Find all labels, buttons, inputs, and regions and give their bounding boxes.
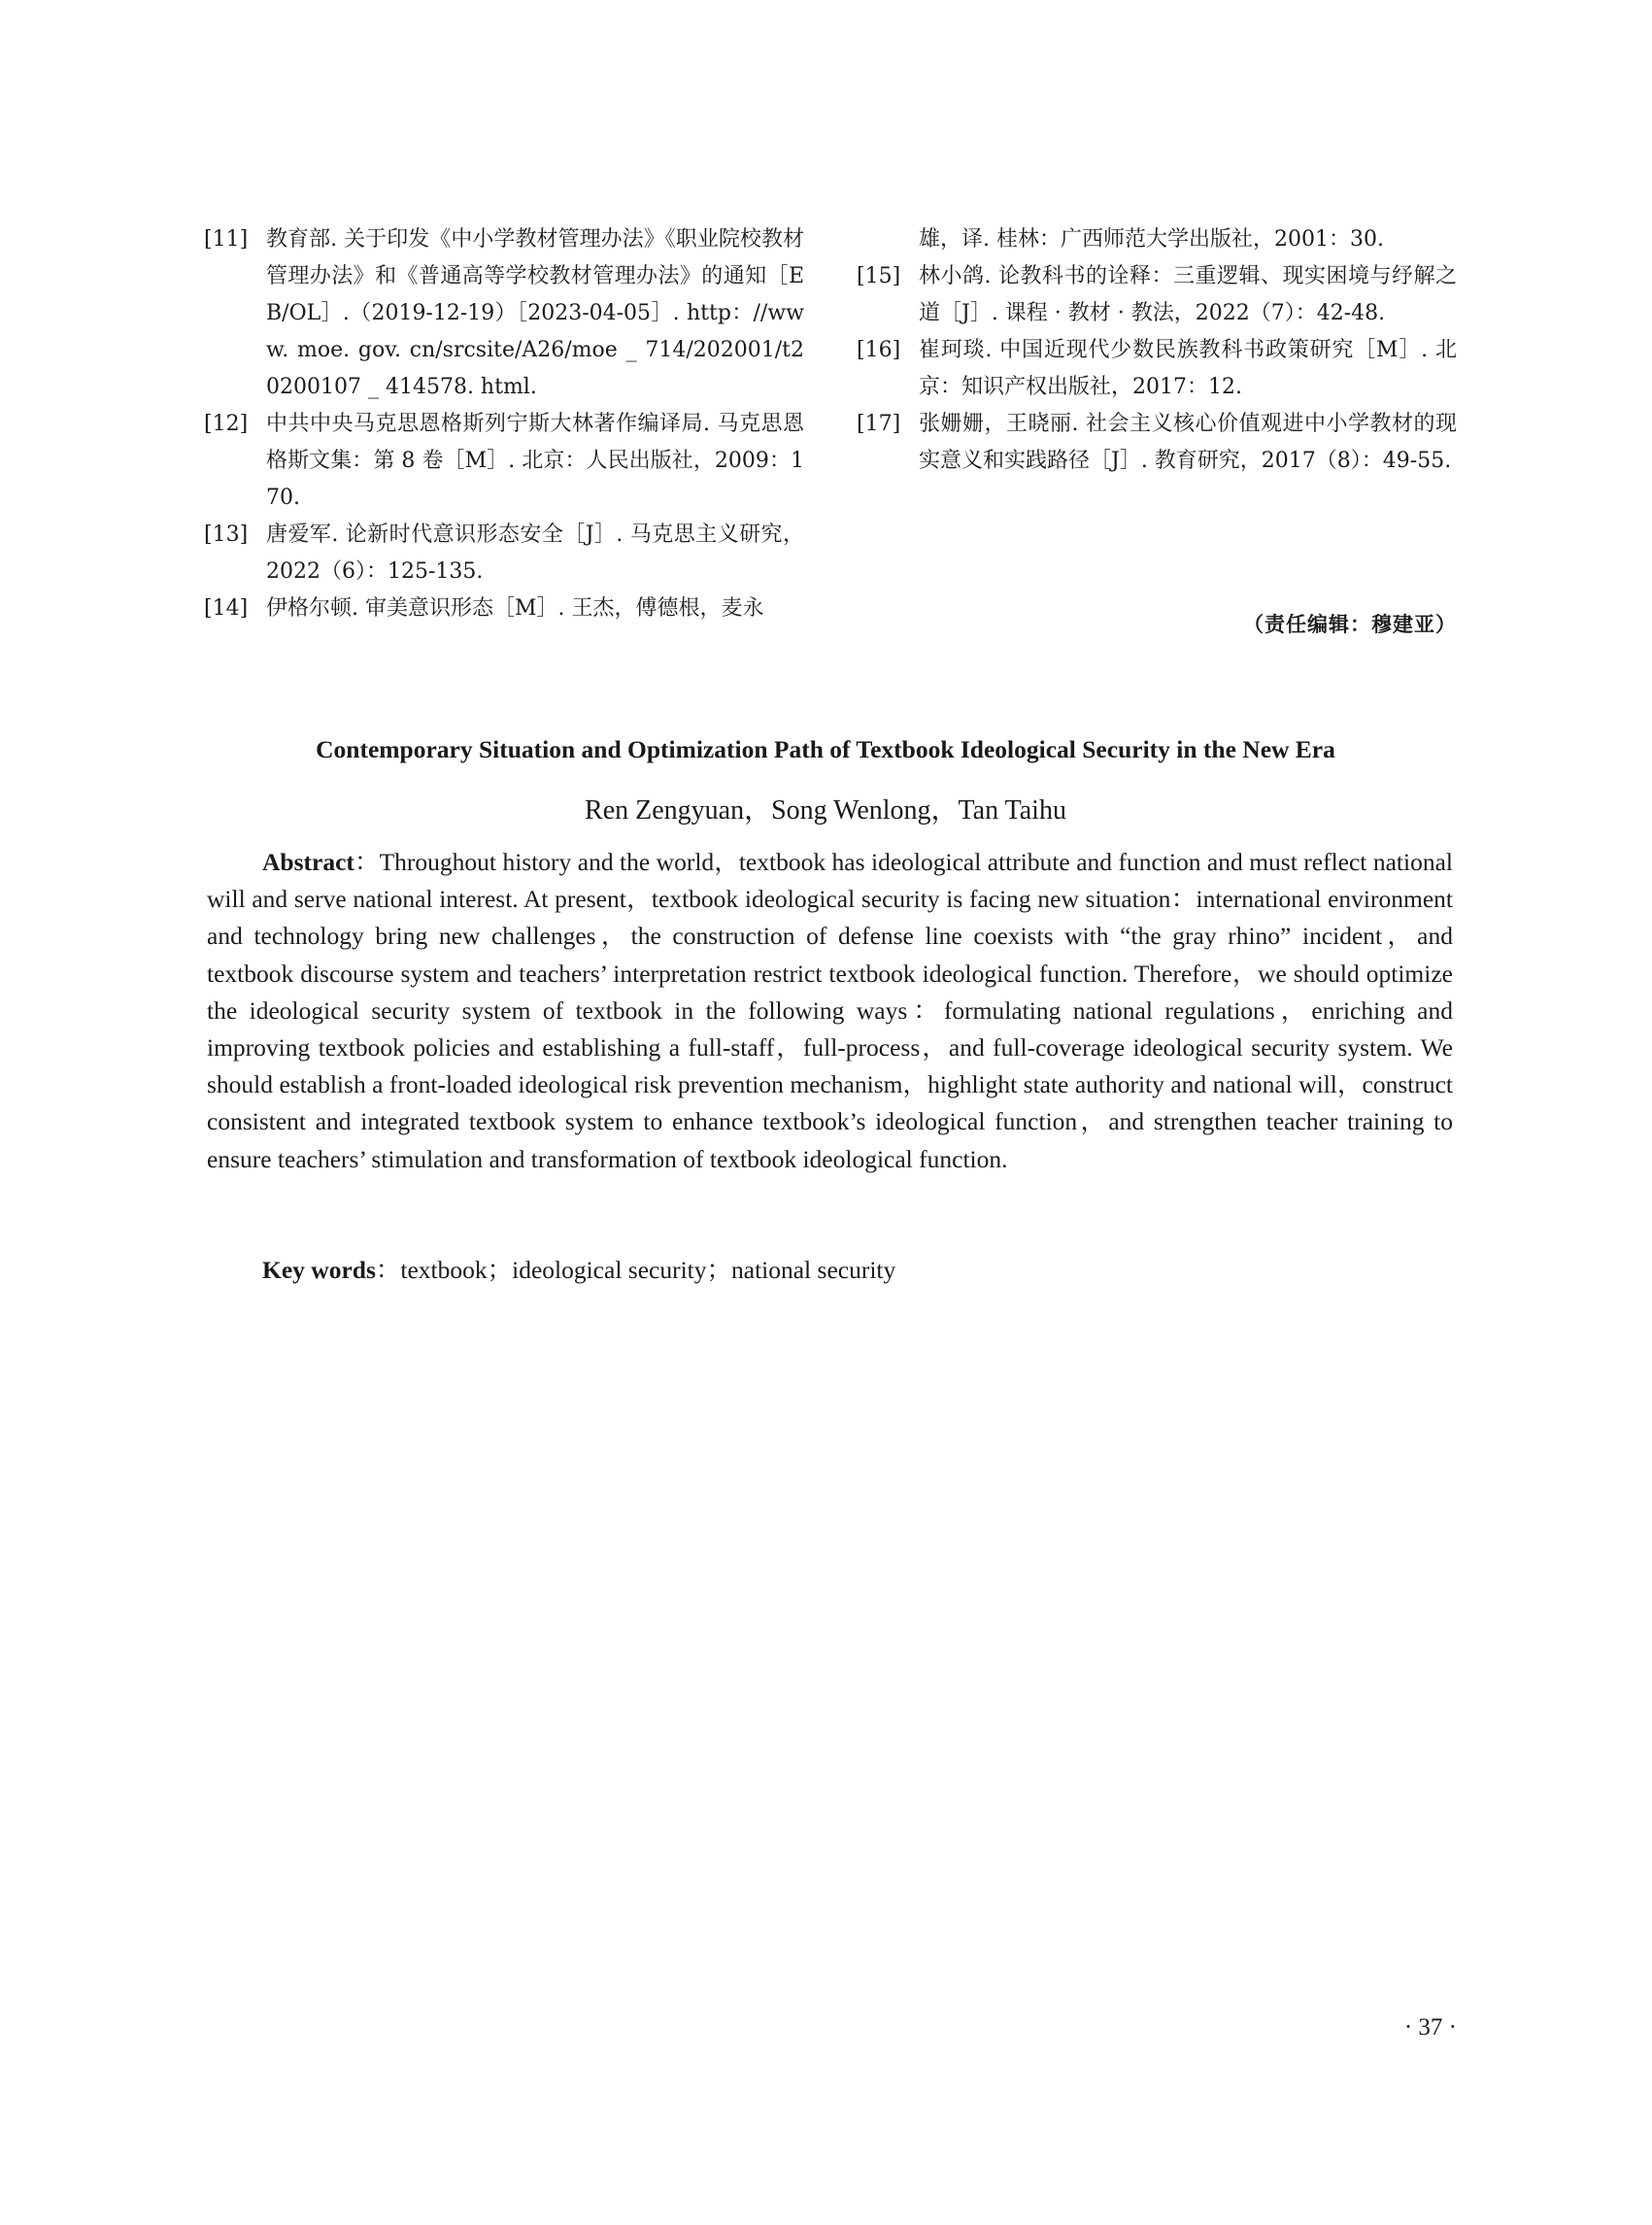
- references-left-column: [204, 221, 804, 627]
- reference-text: 张姗姗，王晓丽. 社会主义核心价值观进中小学教材的现实意义和实践路径［J］. 教育研究，2017（8）：49-55.: [919, 412, 1457, 473]
- reference-item: [857, 332, 1457, 406]
- abstract-label: Abstract: [262, 848, 354, 876]
- reference-number: [15]: [857, 264, 901, 288]
- reference-text: 崔珂琰. 中国近现代少数民族教科书政策研究［M］. 北京：知识产权出版社，2017：12.: [919, 338, 1457, 399]
- reference-item: [204, 517, 804, 590]
- reference-number: [12]: [204, 412, 249, 436]
- references-right-column: [857, 221, 1457, 480]
- reference-number: [17]: [857, 412, 901, 436]
- reference-number: [13]: [204, 523, 249, 547]
- reference-text: 唐爱军. 论新时代意识形态安全［J］. 马克思主义研究，2022（6）：125-135.: [266, 523, 804, 584]
- authors: Ren Zengyuan，Song Wenlong，Tan Taihu: [585, 795, 1066, 826]
- reference-item: [857, 406, 1457, 480]
- reference-item: [204, 590, 804, 627]
- reference-text: 伊格尔顿. 审美意识形态［M］. 王杰，傅德根，麦永: [266, 596, 764, 621]
- keywords-text: ：textbook；ideological security；national security: [375, 1256, 896, 1284]
- reference-number: [14]: [204, 596, 249, 621]
- reference-text: 雄，译. 桂林：广西师范大学出版社，2001：30.: [919, 227, 1384, 252]
- keywords: [207, 1252, 1453, 1289]
- reference-item: [857, 258, 1457, 332]
- reference-item: [204, 406, 804, 517]
- abstract: [207, 844, 1453, 1178]
- abstract-text: ：Throughout history and the world，textbook has ideological attribute and function and must reflect national will and serve national interest. At present，textbook ideological security is facing new situation：international environment and technology bring new challenges，the construction of defense line coexists with “the gray rhino” incident，and textbook discourse system and teachers’ interpretation restrict textbook ideological function. Therefore，we should optimize the ideological security system of textbook in the following ways：formulating national regulations，enriching and improving textbook policies and establishing a full-staff，full-process，and full-coverage ideological security system. We should establish a front-loaded ideological risk prevention mechanism，highlight state authority and national will，construct consistent and integrated textbook system to enhance textbook’s ideological function，and strengthen teacher training to ensure teachers’ stimulation and transformation of textbook ideological function.: [207, 848, 1453, 1173]
- reference-number: [16]: [857, 338, 901, 362]
- keywords-label: Key words: [262, 1256, 376, 1284]
- reference-text: 中共中央马克思恩格斯列宁斯大林著作编译局. 马克思恩格斯文集：第 8 卷［M］. 北京：人民出版社，2009：170.: [266, 412, 804, 510]
- page-number: · 37 ·: [1403, 2014, 1457, 2040]
- reference-item: [204, 221, 804, 406]
- references-section: [204, 221, 1457, 658]
- editor-note: （责任编辑：穆建亚）: [1243, 613, 1457, 636]
- english-title: Contemporary Situation and Optimization Path of Textbook Ideological Security in the New Era: [316, 735, 1335, 763]
- reference-text: 林小鸽. 论教科书的诠释：三重逻辑、现实困境与纾解之道［J］. 课程 · 教材 · 教法，2022（7）：42-48.: [919, 264, 1457, 325]
- reference-text: 教育部. 关于印发《中小学教材管理办法》《职业院校教材管理办法》和《普通高等学校教材管理办法》的通知［EB/OL］.（2019-12-19）［2023-04-05］. http：//www. moe. gov. cn/srcsite/A26/moe _ 714/202001/t20200107 _ 414578. html.: [266, 227, 804, 399]
- reference-number: [11]: [204, 227, 249, 252]
- reference-continuation: [857, 221, 1457, 258]
